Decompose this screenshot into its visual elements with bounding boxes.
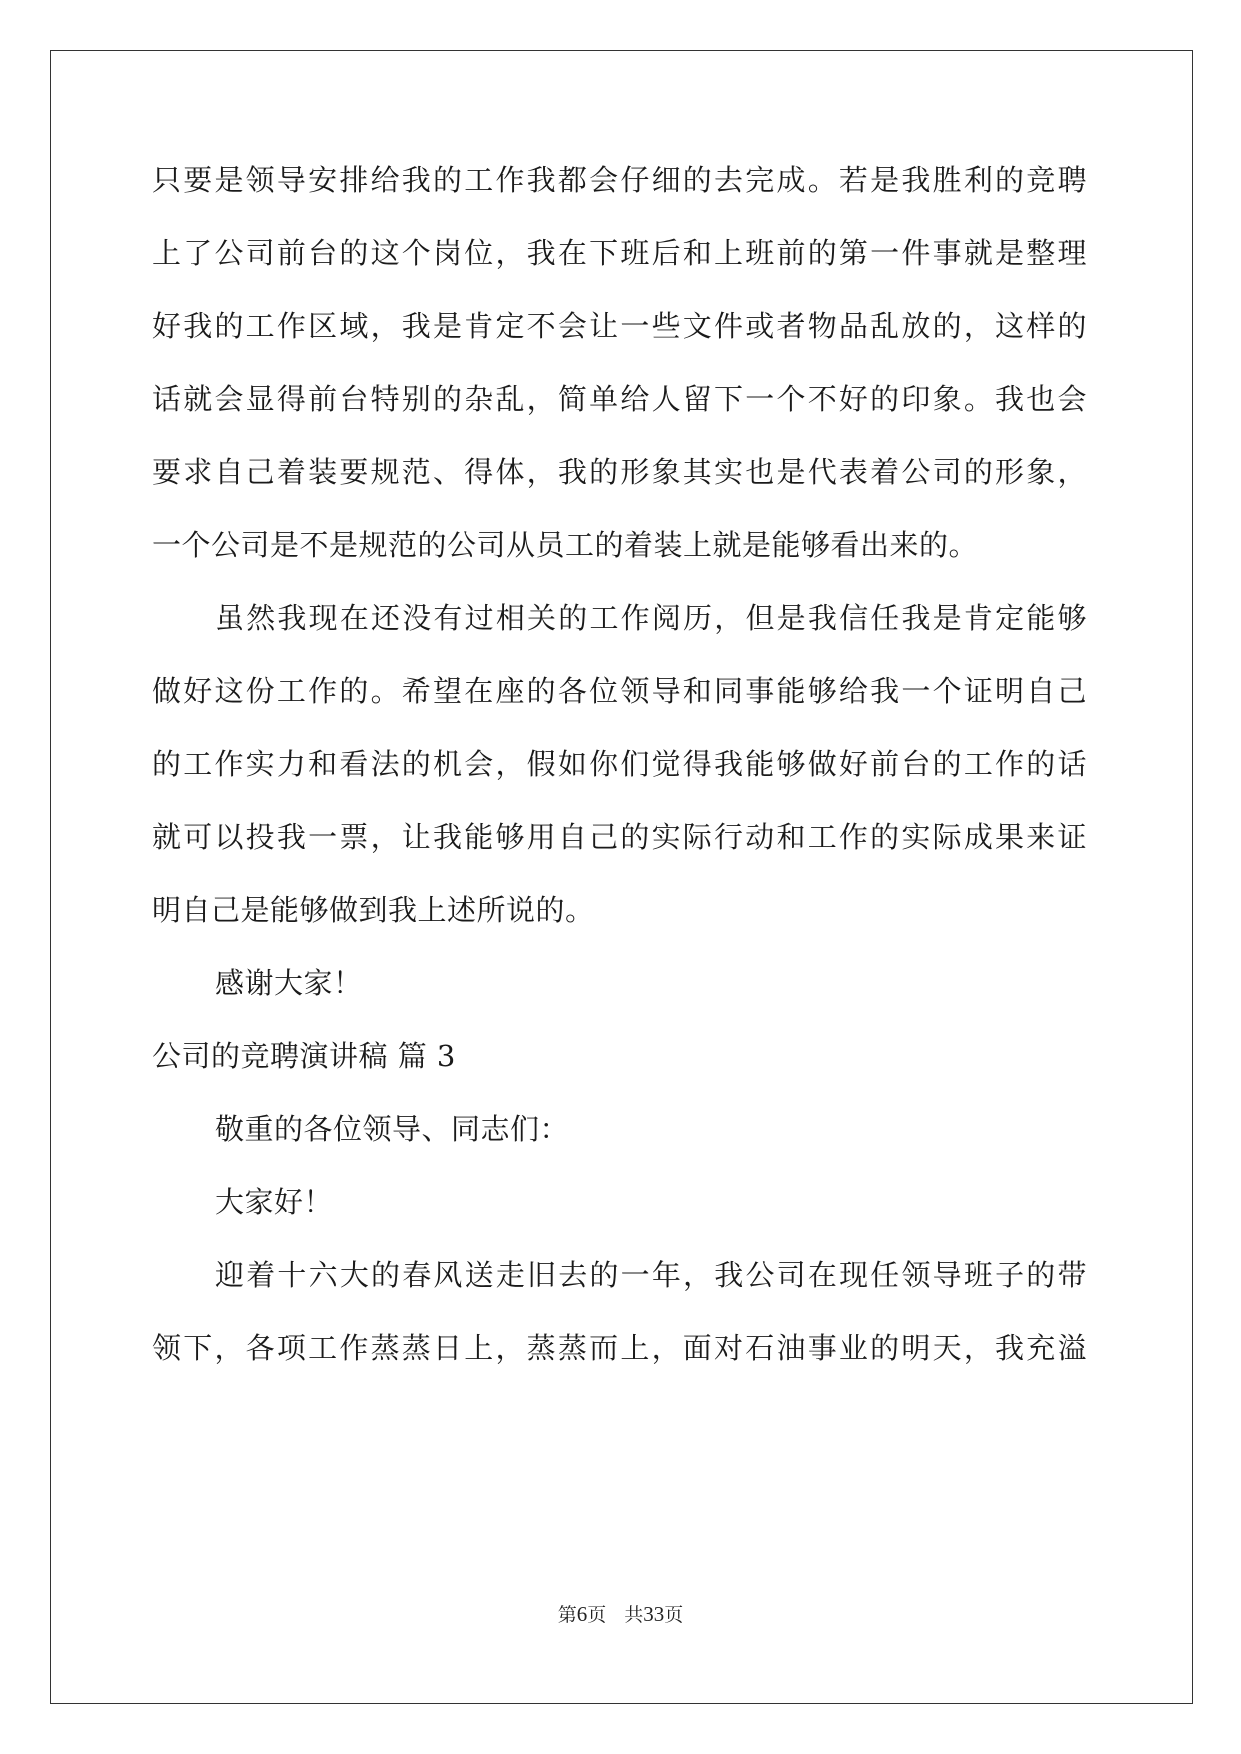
paragraph-line: 一个公司是不是规范的公司从员工的着装上就是能够看出来的。 [152, 528, 979, 562]
greeting-line: 大家好！ [215, 1185, 334, 1219]
paragraph-line: 迎着十六大的春风送走旧去的一年，我公司在现任领导班子的带 [215, 1258, 1087, 1292]
paragraph-line: 虽然我现在还没有过相关的工作阅历，但是我信任我是肯定能够 [215, 601, 1087, 635]
total-suffix: 页 [664, 1604, 684, 1626]
paragraph-line: 领下，各项工作蒸蒸日上，蒸蒸而上，面对石油事业的明天，我充溢 [152, 1331, 1087, 1365]
paragraph-line: 做好这份工作的。希望在座的各位领导和同事能够给我一个证明自己 [152, 674, 1087, 708]
paragraph-line: 话就会显得前台特别的杂乱，简单给人留下一个不好的印象。我也会 [152, 382, 1087, 416]
page-prefix: 第 [557, 1604, 577, 1626]
paragraph-line: 只要是领导安排给我的工作我都会仔细的去完成。若是我胜利的竞聘 [152, 163, 1087, 197]
section-heading: 公司的竞聘演讲稿 篇 3 [152, 1039, 456, 1073]
paragraph-line: 就可以投我一票，让我能够用自己的实际行动和工作的实际成果来证 [152, 820, 1087, 854]
paragraph-line: 上了公司前台的这个岗位，我在下班后和上班前的第一件事就是整理 [152, 236, 1087, 270]
paragraph-line: 的工作实力和看法的机会，假如你们觉得我能够做好前台的工作的话 [152, 747, 1087, 781]
page-border [50, 50, 1193, 1704]
page-number: 6 [576, 1602, 588, 1626]
closing-line: 感谢大家！ [215, 966, 363, 1000]
total-pages: 33 [643, 1602, 665, 1626]
page-footer [0, 1600, 1241, 1627]
salutation-line: 敬重的各位领导、同志们： [215, 1112, 570, 1146]
paragraph-line: 明自己是能够做到我上述所说的。 [152, 893, 595, 927]
paragraph-line: 好我的工作区域，我是肯定不会让一些文件或者物品乱放的，这样的 [152, 309, 1087, 343]
total-prefix: 共 [624, 1604, 644, 1626]
page-suffix: 页 [587, 1604, 607, 1626]
paragraph-line: 要求自己着装要规范、得体，我的形象其实也是代表着公司的形象， [152, 455, 1087, 489]
